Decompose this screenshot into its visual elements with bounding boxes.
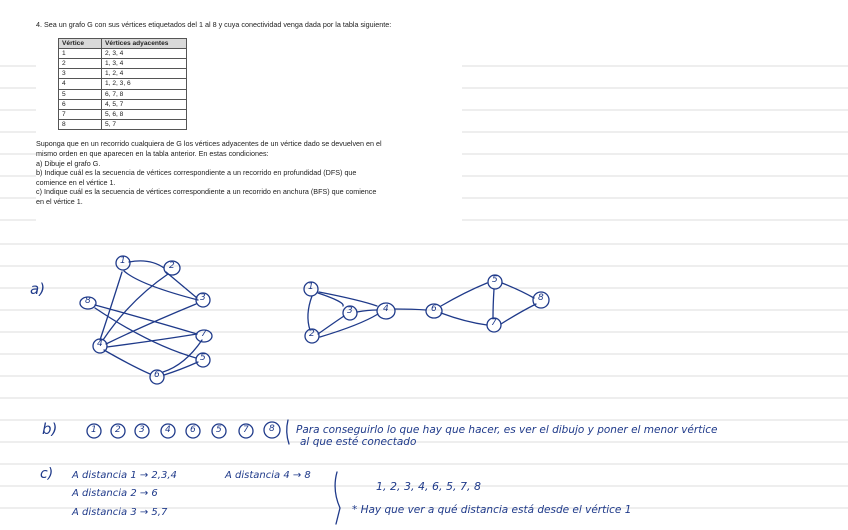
dfs-item: 5 bbox=[216, 425, 222, 435]
bfs-distance-2: A distancia 2 → 6 bbox=[72, 488, 158, 499]
graph1-label-7: 7 bbox=[201, 329, 207, 339]
dfs-item: 2 bbox=[115, 425, 121, 435]
dfs-item: 7 bbox=[243, 425, 249, 435]
table-cell-vertex: 5 bbox=[59, 89, 102, 99]
graph1-label-5: 5 bbox=[200, 353, 206, 363]
bfs-distance-4: A distancia 4 → 8 bbox=[225, 470, 311, 481]
paragraph-line-1: Suponga que en un recorrido cualquiera de G los vértices adyacentes de un vértice dado se devuelven en el bbox=[36, 139, 382, 149]
paragraph-line-2: mismo orden en que aparecen en la tabla anterior. En estas condiciones: bbox=[36, 149, 269, 159]
problem-intro: 4. Sea un grafo G con sus vértices etiquetados del 1 al 8 y cuya conectividad venga dada por la tabla siguiente: bbox=[36, 20, 392, 29]
table-cell-adjacent: 5, 7 bbox=[102, 120, 187, 130]
table-cell-adjacent: 2, 3, 4 bbox=[102, 48, 187, 58]
table-cell-adjacent: 4, 5, 7 bbox=[102, 99, 187, 109]
bfs-note: * Hay que ver a qué distancia está desde el vértice 1 bbox=[352, 504, 632, 516]
table-cell-vertex: 4 bbox=[59, 79, 102, 89]
label-b: b) bbox=[42, 420, 58, 438]
dfs-note-line-1: Para conseguirlo lo que hay que hacer, es ver el dibujo y poner el menor vértice bbox=[296, 424, 718, 436]
dfs-divider bbox=[287, 420, 289, 444]
condition-a: a) Dibuje el grafo G. bbox=[36, 158, 101, 168]
graph2-label-5: 5 bbox=[492, 275, 498, 285]
table-cell-vertex: 2 bbox=[59, 59, 102, 69]
table-cell-vertex: 3 bbox=[59, 69, 102, 79]
graph1-label-1: 1 bbox=[120, 256, 126, 266]
bfs-brace bbox=[335, 472, 340, 524]
label-c: c) bbox=[40, 466, 54, 482]
graph2-label-4: 4 bbox=[383, 304, 389, 314]
header-adjacent: Vértices adyacentes bbox=[102, 38, 187, 48]
dfs-note-line-2: al que esté conectado bbox=[300, 436, 417, 448]
bfs-distance-3: A distancia 3 → 5,7 bbox=[72, 507, 168, 518]
dfs-item: 3 bbox=[139, 425, 145, 435]
graph2-label-1: 1 bbox=[308, 282, 314, 292]
dfs-item: 6 bbox=[190, 425, 196, 435]
graph1-label-3: 3 bbox=[200, 293, 206, 303]
table-cell-vertex: 6 bbox=[59, 99, 102, 109]
dfs-item: 1 bbox=[91, 425, 97, 435]
table-cell-adjacent: 1, 2, 3, 6 bbox=[102, 79, 187, 89]
graph2-label-2: 2 bbox=[309, 329, 315, 339]
dfs-item: 8 bbox=[269, 424, 275, 434]
graph1-label-8: 8 bbox=[85, 296, 91, 306]
condition-b-line-2: comience en el vértice 1. bbox=[36, 177, 116, 187]
graph2-label-7: 7 bbox=[491, 318, 497, 328]
graph1-edges bbox=[95, 261, 202, 375]
table-cell-adjacent: 5, 6, 8 bbox=[102, 110, 187, 120]
graph1-label-2: 2 bbox=[169, 261, 175, 271]
graph2-edges bbox=[308, 283, 536, 337]
condition-c-line-2: en el vértice 1. bbox=[36, 196, 83, 206]
graph2-label-6: 6 bbox=[431, 304, 437, 314]
graph2-label-8: 8 bbox=[538, 293, 544, 303]
graph1-label-6: 6 bbox=[154, 370, 160, 380]
label-a: a) bbox=[30, 280, 46, 298]
condition-b-line-1: b) Indique cuál es la secuencia de vértices correspondiente a un recorrido en profundidad (DFS) que bbox=[36, 168, 357, 178]
table-cell-adjacent: 1, 3, 4 bbox=[102, 59, 187, 69]
graph1-label-4: 4 bbox=[97, 339, 103, 349]
table-cell-adjacent: 1, 2, 4 bbox=[102, 69, 187, 79]
header-vertex: Vértice bbox=[59, 38, 102, 48]
table-cell-adjacent: 6, 7, 8 bbox=[102, 89, 187, 99]
dfs-item: 4 bbox=[165, 425, 171, 435]
condition-c-line-1: c) Indique cuál es la secuencia de vértices correspondiente a un recorrido en anchura (BFS) que comience bbox=[36, 187, 377, 197]
table-cell-vertex: 7 bbox=[59, 110, 102, 120]
bfs-distance-1: A distancia 1 → 2,3,4 bbox=[72, 470, 177, 481]
table-cell-vertex: 8 bbox=[59, 120, 102, 130]
graph2-label-3: 3 bbox=[347, 306, 353, 316]
bfs-sequence: 1, 2, 3, 4, 6, 5, 7, 8 bbox=[376, 480, 481, 493]
graph2-nodes bbox=[304, 275, 549, 343]
table-cell-vertex: 1 bbox=[59, 48, 102, 58]
